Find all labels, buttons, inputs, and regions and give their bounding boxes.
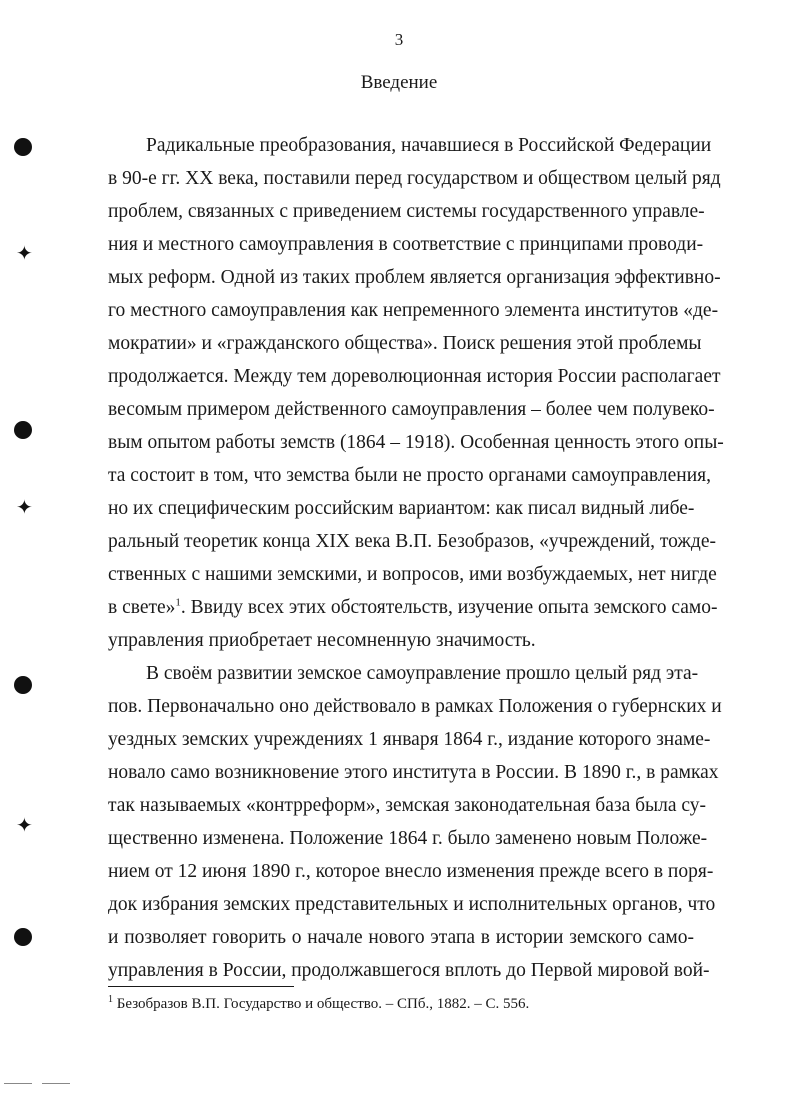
scan-edge-line: [4, 1083, 32, 1084]
text-line: управления в России, продолжавшегося вплоть до Первой мировой вой-: [108, 960, 710, 981]
footnote-text: Безобразов В.П. Государство и общество. – СПб., 1882. – С. 556.: [116, 996, 530, 1012]
text-line: нием от 12 июня 1890 г., которое внесло изменения прежде всего в поря-: [108, 861, 714, 882]
text-line: та состоит в том, что земства были не просто органами самоуправления,: [108, 465, 711, 486]
text-line: весомым примером действенного самоуправления – более чем полувеко-: [108, 399, 715, 420]
text-line: управления приобретает несомненную значимость.: [108, 630, 536, 651]
scan-speck: ✦: [16, 815, 33, 837]
footnote-mark: 1: [108, 994, 113, 1005]
text-line: ственных с нашими земскими, и вопросов, ими возбуждаемых, нет нигде: [108, 564, 717, 585]
text-fragment: в свете»: [108, 597, 176, 618]
text-line: мократии» и «гражданского общества». Поиск решения этой проблемы: [108, 333, 702, 354]
text-line: продолжается. Между тем дореволюционная история России располагает: [108, 366, 721, 387]
text-line: так называемых «контрреформ», земская законодательная база была су-: [108, 795, 707, 816]
text-fragment: . Ввиду всех этих обстоятельств, изучение опыта земского само-: [180, 597, 718, 618]
text-line: пов. Первоначально оно действовало в рамках Положения о губернских и: [108, 696, 722, 717]
scan-edge-line: [42, 1083, 70, 1084]
binder-hole-dot: [14, 928, 32, 946]
text-line: и позволяет говорить о начале нового этапа в истории земского само-: [108, 927, 694, 948]
binder-hole-dot: [14, 138, 32, 156]
page-title: Введение: [360, 72, 438, 93]
text-line: ния и местного самоуправления в соответствие с принципами проводи-: [108, 234, 704, 255]
text-line: в 90-е гг. XX века, поставили перед государством и обществом целый ряд: [108, 168, 721, 189]
text-line: мых реформ. Одной из таких проблем является организация эффективно-: [108, 267, 721, 288]
footnote: [108, 996, 529, 1013]
text-line: новало само возникновение этого института в России. В 1890 г., в рамках: [108, 762, 719, 783]
scan-speck: ✦: [16, 243, 33, 265]
text-line: [108, 596, 718, 620]
text-line: Радикальные преобразования, начавшиеся в Российской Федерации: [146, 135, 712, 156]
text-line: щественно изменена. Положение 1864 г. было заменено новым Положе-: [108, 828, 708, 849]
scan-speck: ✦: [16, 497, 33, 519]
footnote-reference[interactable]: 1: [175, 596, 181, 609]
binder-hole-dot: [14, 676, 32, 694]
page-number: 3: [394, 30, 404, 49]
text-line: вым опытом работы земств (1864 – 1918). Особенная ценность этого опы-: [108, 432, 724, 453]
binder-hole-dot: [14, 421, 32, 439]
footnote-divider: [108, 986, 294, 987]
text-line: док избрания земских представительных и исполнительных органов, что: [108, 894, 716, 915]
text-line: уездных земских учреждениях 1 января 1864 г., издание которого знаме-: [108, 729, 711, 750]
text-line: проблем, связанных с приведением системы государственного управле-: [108, 201, 705, 222]
text-line: но их специфическим российским вариантом: как писал видный либе-: [108, 498, 695, 519]
text-line: ральный теоретик конца XIX века В.П. Безобразов, «учреждений, тожде-: [108, 531, 716, 552]
text-line: В своём развитии земское самоуправление прошло целый ряд эта-: [146, 663, 699, 684]
text-line: го местного самоуправления как непременного элемента институтов «де-: [108, 300, 719, 321]
